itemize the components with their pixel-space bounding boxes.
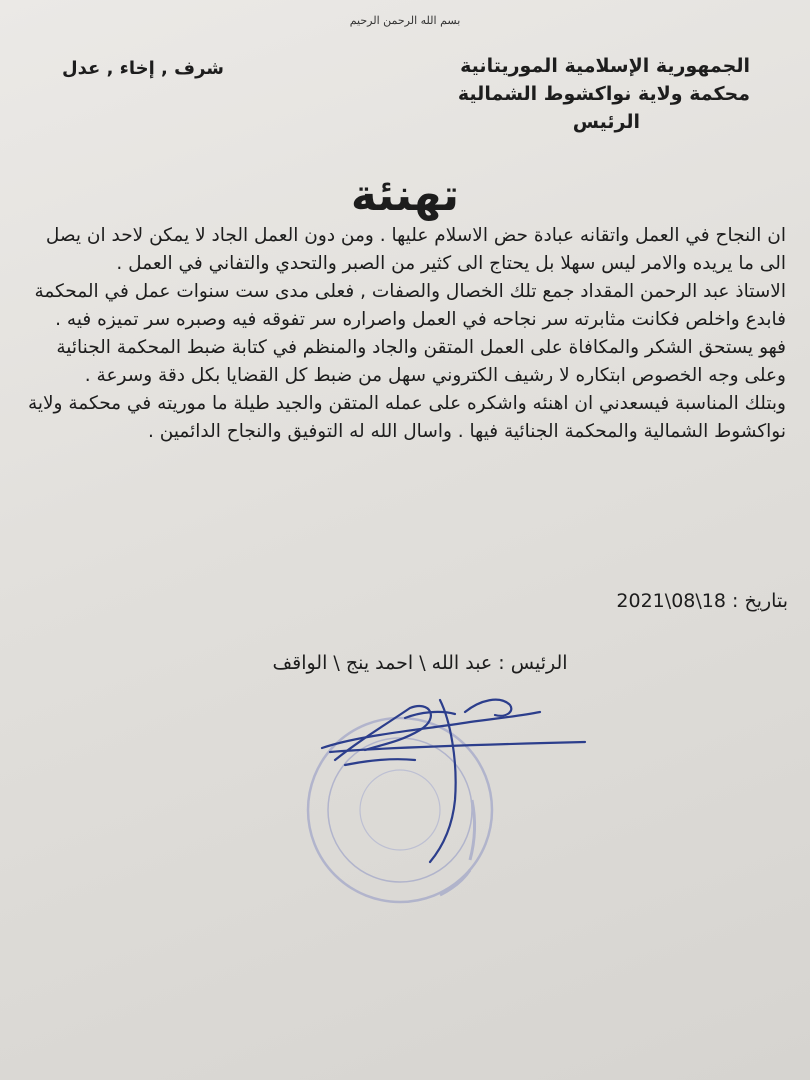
paragraph-4: وبتلك المناسبة فيسعدني ان اهنئه واشكره على عمله المتقن والجيد طيلة ما موريته في محكمة ولاية نواكشوط الشمالية والمحكمة الجنائية فيها . واسال الله له التوفيق والنجاح الدائمين . [27,393,786,442]
national-motto: شرف , إخاء , عدل [62,58,224,79]
handwritten-signature [322,700,585,862]
letterhead-role: الرئيس [572,111,640,133]
signatory-line: الرئيس : عبد الله \ احمد ينج \ الواقف [272,652,568,674]
letterhead-court: محكمة ولاية نواكشوط الشمالية [457,83,750,105]
paragraph-1: ان النجاح في العمل واتقانه عبادة حض الاسلام عليها . ومن دون العمل الجاد لا يمكن لاحد ان يصل الى ما يريده والامر ليس سهلا بل يحتاج الى كثير من الصبر والتحدي والتفاني في العمل . [45,225,786,274]
document-title: تهنئة [350,170,460,221]
letter-date: بتاريخ : 18\08\2021 [616,590,788,612]
paragraph-3: فهو يستحق الشكر والمكافاة على العمل المتقن والجاد والمنظم في كتابة ضبط المحكمة الجنائية وعلى وجه الخصوص ابتكاره لا رشيف الكتروني سهل من ضبط كل القضايا بكل دقة وسرعة . [56,337,786,386]
paragraph-2: الاستاذ عبد الرحمن المقداد جمع تلك الخصال والصفات , فعلى مدى ست سنوات عمل في المحكمة فابدع واخلص فكانت مثابرته سر نجاحه في العمل واصراره سر تفوقه فيه وصبره سر تميزه فيه . [34,281,786,330]
basmala: بسم الله الرحمن الرحيم [349,14,461,27]
letterhead-country: الجمهورية الإسلامية الموريتانية [460,55,750,77]
